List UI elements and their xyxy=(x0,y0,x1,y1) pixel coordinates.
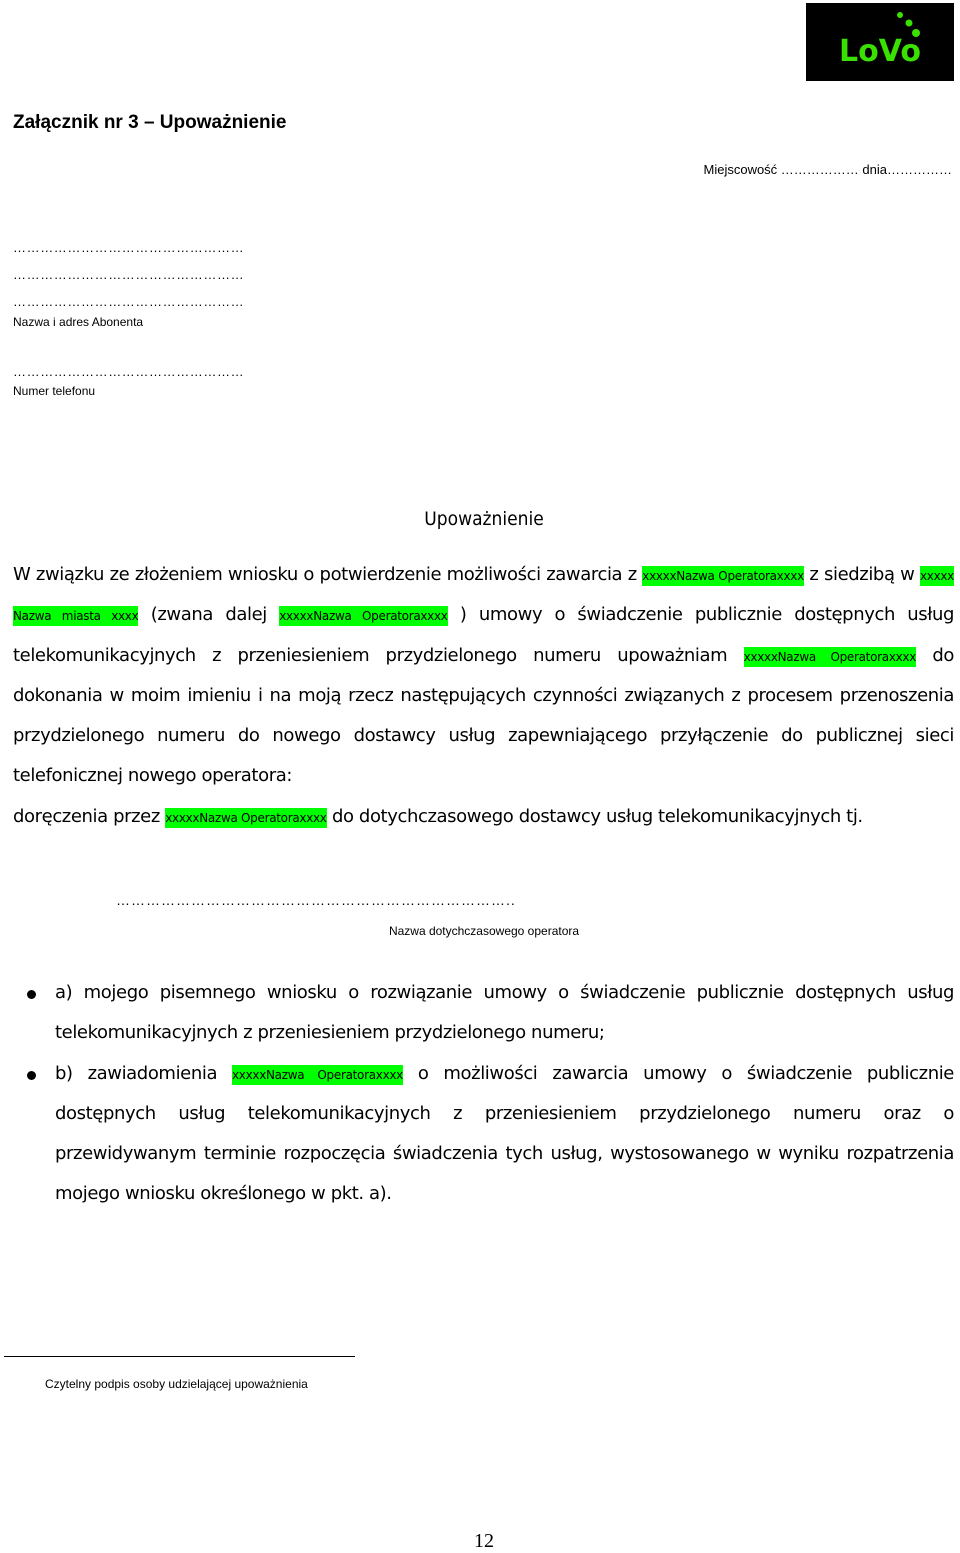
paragraph-text: do dotychczasowego dostawcy usług telekomunikacyjnych tj. xyxy=(331,805,863,827)
lovo-logo-graphic xyxy=(806,3,954,81)
authorization-heading: Upoważnienie xyxy=(424,508,544,530)
place-date-line: Miejscowość ……………… dnia…………… xyxy=(703,162,952,177)
list-text: zawiadomienia xyxy=(87,1062,218,1084)
bullet-icon xyxy=(27,990,36,999)
previous-operator-dotted-line: …………………………………………………………………….. xyxy=(116,892,516,908)
paragraph-text: W związku ze złożeniem wniosku o potwierdzenie możliwości zawarcia z xyxy=(13,564,637,585)
signature-label: Czytelny podpis osoby udzielającej upoważnienia xyxy=(45,1377,308,1391)
dotted-line: …………………………………………… xyxy=(13,267,245,282)
dotted-line: …………………………………………… xyxy=(13,294,245,309)
signature-line xyxy=(4,1356,355,1357)
paragraph-text: do dokonania w moim imieniu i na moją rzecz następujących czynności związanych z procesem przenoszenia przydzielonego numeru do nowego dostawcy usług zapewniającego przyłączenie do publicznej sieci telefonicznej nowego operatora: xyxy=(13,644,955,787)
operator-placeholder: xxxxxNazwa Operatoraxxxx xyxy=(279,606,447,626)
list-item xyxy=(27,973,954,1054)
dotted-line: …………………………………………… xyxy=(13,240,245,255)
city-placeholder: xxxxx Nazwa miasta xxxx xyxy=(13,566,954,626)
paragraph-text: z siedzibą w xyxy=(809,564,915,585)
list-item xyxy=(27,1054,954,1215)
operator-placeholder: xxxxxNazwa Operatoraxxxx xyxy=(642,566,804,586)
list-marker: b) xyxy=(55,1062,73,1084)
list-text: o możliwości zawarcia umowy o świadczenie publicznie dostępnych usług telekomunikacyjnych z przeniesieniem przydzielonego numeru oraz o przewidywanym terminie rozpoczęcia świadczenia tych usług, wystosowanego w wyniku rozpatrzenia mojego wniosku określonego w pkt. a). xyxy=(55,1062,954,1205)
list-marker: a) xyxy=(55,982,73,1003)
subscriber-name-label: Nazwa i adres Abonenta xyxy=(13,315,144,329)
dotted-line: …………………………………………… xyxy=(13,364,245,379)
authorization-paragraph xyxy=(13,555,954,837)
list-text: mojego pisemnego wniosku o rozwiązanie umowy o świadczenie publicznie dostępnych usług telekomunikacyjnych z przeniesieniem przydzielonego numeru; xyxy=(55,982,954,1044)
page-title: Załącznik nr 3 – Upoważnienie xyxy=(13,112,287,133)
paragraph-text: doręczenia przez xyxy=(13,805,160,827)
operator-placeholder: xxxxxNazwa Operatoraxxxx xyxy=(744,647,916,667)
page-number: 12 xyxy=(474,1530,494,1552)
phone-number-label: Numer telefonu xyxy=(13,384,96,398)
bullet-icon xyxy=(27,1071,36,1080)
paragraph-text: ) umowy o świadczenie publicznie dostępnych usług telekomunikacyjnych z przeniesieniem przydzielonego numeru upoważniam xyxy=(13,604,955,666)
operator-placeholder: xxxxxNazwa Operatoraxxxx xyxy=(165,808,326,828)
paragraph-text: (zwana dalej xyxy=(150,604,267,626)
actions-list xyxy=(55,973,954,1215)
previous-operator-label: Nazwa dotychczasowego operatora xyxy=(388,924,580,938)
lovo-logo xyxy=(806,3,954,81)
operator-placeholder: xxxxxNazwa Operatoraxxxx xyxy=(232,1065,403,1085)
logo-text: LoVo xyxy=(839,34,921,69)
